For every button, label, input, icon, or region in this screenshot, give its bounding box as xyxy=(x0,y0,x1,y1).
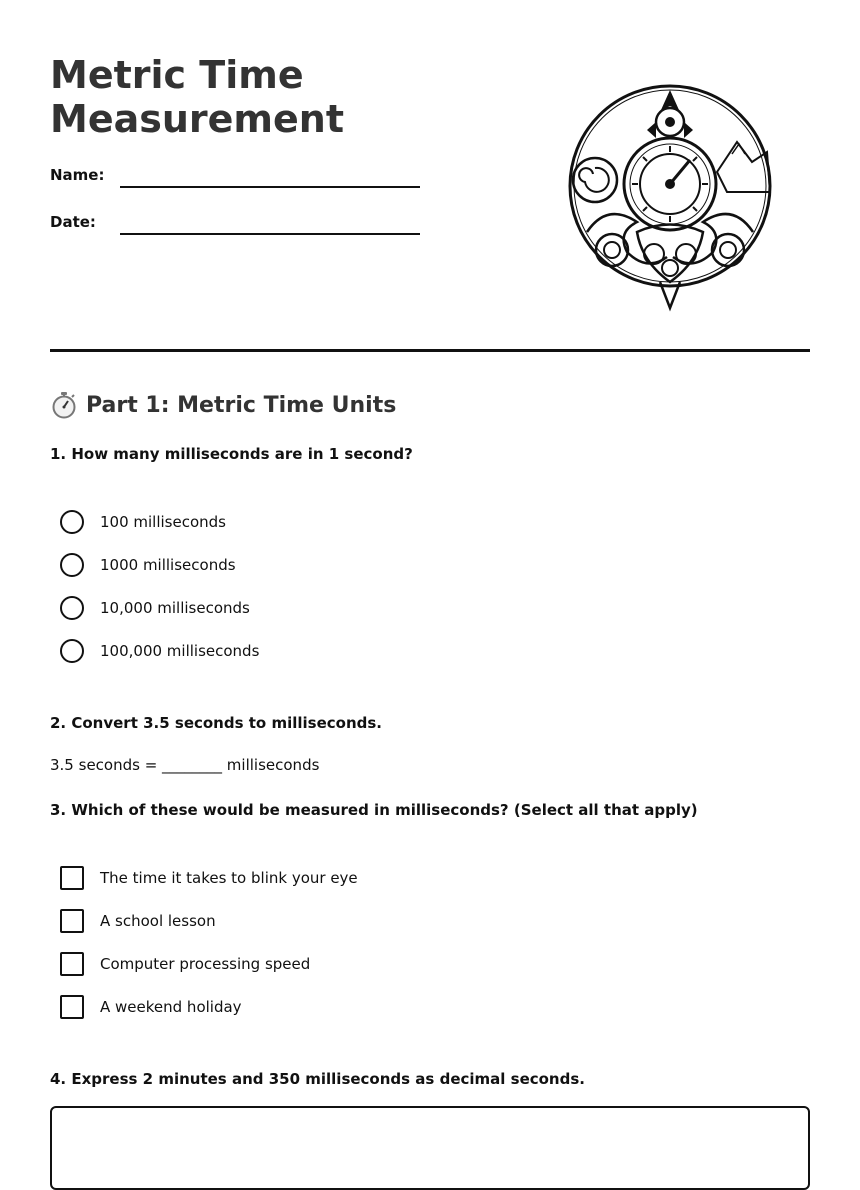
q1-option[interactable] xyxy=(60,509,226,535)
name-label: Name: xyxy=(50,166,105,184)
part1-title: Part 1: Metric Time Units xyxy=(86,392,397,418)
q3-prompt: 3. Which of these would be measured in milliseconds? (Select all that apply) xyxy=(50,801,698,819)
q3-option-label: A school lesson xyxy=(100,912,216,930)
q1-option-label: 100 milliseconds xyxy=(100,513,226,531)
title-line-2: Measurement xyxy=(50,97,344,141)
q2-answer-line[interactable]: 3.5 seconds = ________ milliseconds xyxy=(50,756,320,774)
q4-prompt: 4. Express 2 minutes and 350 milliseconds as decimal seconds. xyxy=(50,1070,585,1088)
stopwatch-icon xyxy=(50,391,78,419)
q1-prompt: 1. How many milliseconds are in 1 second? xyxy=(50,445,413,463)
q3-option-label: Computer processing speed xyxy=(100,955,311,973)
radio-button[interactable] xyxy=(60,596,84,620)
title-line-1: Metric Time xyxy=(50,53,304,97)
name-line[interactable] xyxy=(120,186,420,188)
date-field[interactable] xyxy=(50,211,420,241)
q1-option[interactable] xyxy=(60,552,236,578)
q1-option-label: 10,000 milliseconds xyxy=(100,599,250,617)
checkbox[interactable] xyxy=(60,952,84,976)
q1-option-label: 100,000 milliseconds xyxy=(100,642,260,660)
q3-option[interactable] xyxy=(60,908,216,934)
q1-option-label: 1000 milliseconds xyxy=(100,556,236,574)
q3-option[interactable] xyxy=(60,994,242,1020)
name-field[interactable] xyxy=(50,164,420,194)
radio-button[interactable] xyxy=(60,510,84,534)
q1-option[interactable] xyxy=(60,595,250,621)
q3-option[interactable] xyxy=(60,951,310,977)
q3-option[interactable] xyxy=(60,865,358,891)
stopwatch-emblem-icon xyxy=(567,82,773,312)
part1-heading xyxy=(50,388,396,422)
checkbox[interactable] xyxy=(60,909,84,933)
q1-option[interactable] xyxy=(60,638,259,664)
q3-option-label: A weekend holiday xyxy=(100,998,242,1016)
date-line[interactable] xyxy=(120,233,420,235)
checkbox[interactable] xyxy=(60,995,84,1019)
header-divider xyxy=(50,349,810,352)
checkbox[interactable] xyxy=(60,866,84,890)
worksheet-page xyxy=(50,0,810,1161)
q4-answer-box[interactable] xyxy=(50,1106,810,1190)
q2-prompt: 2. Convert 3.5 seconds to milliseconds. xyxy=(50,714,382,732)
q3-option-label: The time it takes to blink your eye xyxy=(100,869,358,887)
date-label: Date: xyxy=(50,213,96,231)
worksheet-title xyxy=(50,53,470,141)
radio-button[interactable] xyxy=(60,639,84,663)
radio-button[interactable] xyxy=(60,553,84,577)
